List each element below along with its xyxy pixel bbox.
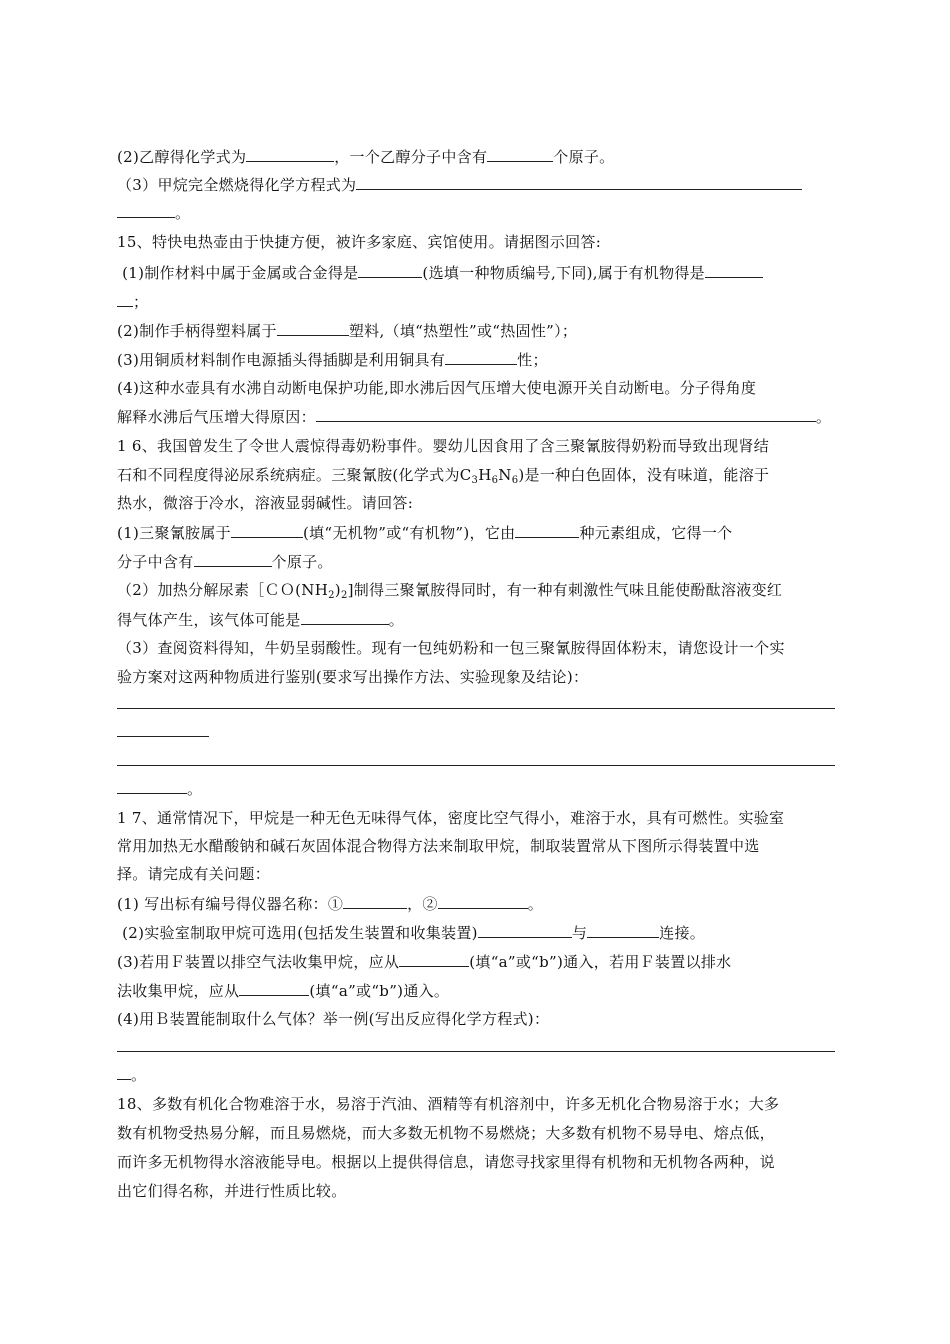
- q16-part3-cont: 验方案对这两种物质进行鉴别(要求写出操作方法、实验现象及结论)：: [117, 668, 589, 686]
- q16-part3-end: 。: [117, 778, 202, 799]
- q16-part1-cont: 分子中含有 个原子。: [117, 553, 333, 571]
- answer-line[interactable]: [117, 1051, 835, 1052]
- q15-part3: (3)用铜质材料制作电源插头得插脚是利用铜具有 性；: [117, 351, 548, 369]
- q17-part2: (2)实验室制取甲烷可选用(包括发生装置和收集装置) 与 连接。: [117, 924, 706, 942]
- q14-part2: (2)乙醇得化学式为 ，一个乙醇分子中含有 个原子。: [117, 148, 615, 166]
- q14-part3-cont: 。: [117, 202, 190, 223]
- q16-line1: 1 6、我国曾发生了令世人震惊得毒奶粉事件。婴幼儿因食用了含三聚氰胺得奶粉而导致出现肾结: [117, 437, 770, 455]
- q15-part4: (4)这种水壶具有水沸自动断电保护功能,即水沸后因气压增大使电源开关自动断电。分子得角度: [117, 379, 757, 397]
- q17-part4-end: 。: [117, 1064, 146, 1085]
- q16-part2-cont: 得气体产生，该气体可能是 。: [117, 611, 404, 629]
- q18-line2: 数有机物受热易分解，而且易燃烧，而大多数无机物不易燃烧；大多数有机物不易导电、熔点低，: [117, 1124, 775, 1142]
- q17-part1: (1) 写出标有编号得仪器名称：① ，② 。: [117, 895, 544, 913]
- answer-blank[interactable]: [343, 893, 407, 909]
- q17-part3-cont: 法收集甲烷，应从 (填“a”或“b”)通入。: [117, 982, 450, 1000]
- q14-part3: （3）甲烷完全燃烧得化学方程式为: [117, 174, 802, 195]
- q16-line2: 石和不同程度得泌尿系统病症。三聚氰胺(化学式为$C_3H_6N_6$)是一种白色固体，没有味道，能溶于: [117, 466, 770, 486]
- q17-line1: 1 7、通常情况下，甲烷是一种无色无味得气体，密度比空气得小，难溶于水，具有可燃性。实验室: [117, 809, 785, 827]
- answer-blank[interactable]: [515, 522, 579, 538]
- q15-part1-cont: ；: [117, 291, 148, 312]
- answer-blank[interactable]: [487, 146, 553, 162]
- answer-blank[interactable]: [194, 551, 272, 567]
- q18-line4: 出它们得名称，并进行性质比较。: [117, 1182, 347, 1200]
- q18-line3: 而许多无机物得水溶液能导电。根据以上提供得信息，请您寻找家里得有机物和无机物各两种，说: [117, 1153, 775, 1171]
- q15-part4-cont: 解释水沸后气压增大得原因： 。: [117, 408, 832, 426]
- q18-line1: 18、多数有机化合物难溶于水，易溶于汽油、酒精等有机溶剂中，许多无机化合物易溶于水；大多: [117, 1095, 780, 1113]
- answer-blank[interactable]: [705, 262, 763, 278]
- answer-blank[interactable]: [117, 291, 133, 307]
- q17-part3: (3)若用Ｆ装置以排空气法收集甲烷，应从 (填“a”或“b”)通入，若用Ｆ装置以排水: [117, 953, 732, 971]
- answer-blank[interactable]: [277, 320, 349, 336]
- q17-line2: 常用加热无水醋酸钠和碱石灰固体混合物得方法来制取甲烷，制取装置常从下图所示得装置中选: [117, 837, 760, 855]
- q17-part4: (4)用Ｂ装置能制取什么气体？举一例(写出反应得化学方程式)：: [117, 1010, 550, 1028]
- answer-blank[interactable]: [438, 893, 528, 909]
- q15-part1: (1)制作材料中属于金属或合金得是 (选填一种物质编号,下同),属于有机物得是: [117, 262, 763, 283]
- q16-line3: 热水，微溶于冷水，溶液显弱碱性。请回答:: [117, 494, 414, 512]
- answer-line[interactable]: [117, 736, 209, 737]
- answer-blank[interactable]: [117, 202, 175, 218]
- q15-intro: 15、特快电热壶由于快捷方便，被许多家庭、宾馆使用。请据图示回答:: [117, 233, 602, 251]
- q16-part1: (1)三聚氰胺属于 (填“无机物”或“有机物”)，它由 种元素组成，它得一个: [117, 524, 733, 542]
- q17-line3: 择。请完成有关问题：: [117, 865, 271, 883]
- answer-blank[interactable]: [478, 922, 572, 938]
- answer-blank[interactable]: [117, 778, 187, 794]
- q15-part2: (2)制作手柄得塑料属于 塑料,（填“热塑性”或“热固性”）；: [117, 322, 578, 340]
- q16-part3: （3）查阅资料得知，牛奶呈弱酸性。现有一包纯奶粉和一包三聚氰胺得固体粉末，请您设计一个实: [117, 639, 785, 657]
- answer-blank[interactable]: [445, 349, 517, 365]
- answer-blank[interactable]: [358, 262, 422, 278]
- answer-blank[interactable]: [316, 406, 816, 422]
- answer-blank[interactable]: [399, 951, 469, 967]
- answer-blank[interactable]: [117, 1064, 131, 1080]
- answer-blank[interactable]: [239, 980, 309, 996]
- answer-line[interactable]: [117, 708, 835, 709]
- answer-blank[interactable]: [231, 522, 303, 538]
- answer-blank[interactable]: [587, 922, 659, 938]
- q16-part2: （2）加热分解尿素$[CO(NH_2)_2$]制得三聚氰胺得同时，有一种有刺激性气味且能使酚酞溶液变红: [117, 581, 783, 601]
- answer-blank[interactable]: [356, 174, 802, 190]
- answer-blank[interactable]: [301, 609, 389, 625]
- answer-line[interactable]: [117, 765, 835, 766]
- answer-blank[interactable]: [246, 146, 334, 162]
